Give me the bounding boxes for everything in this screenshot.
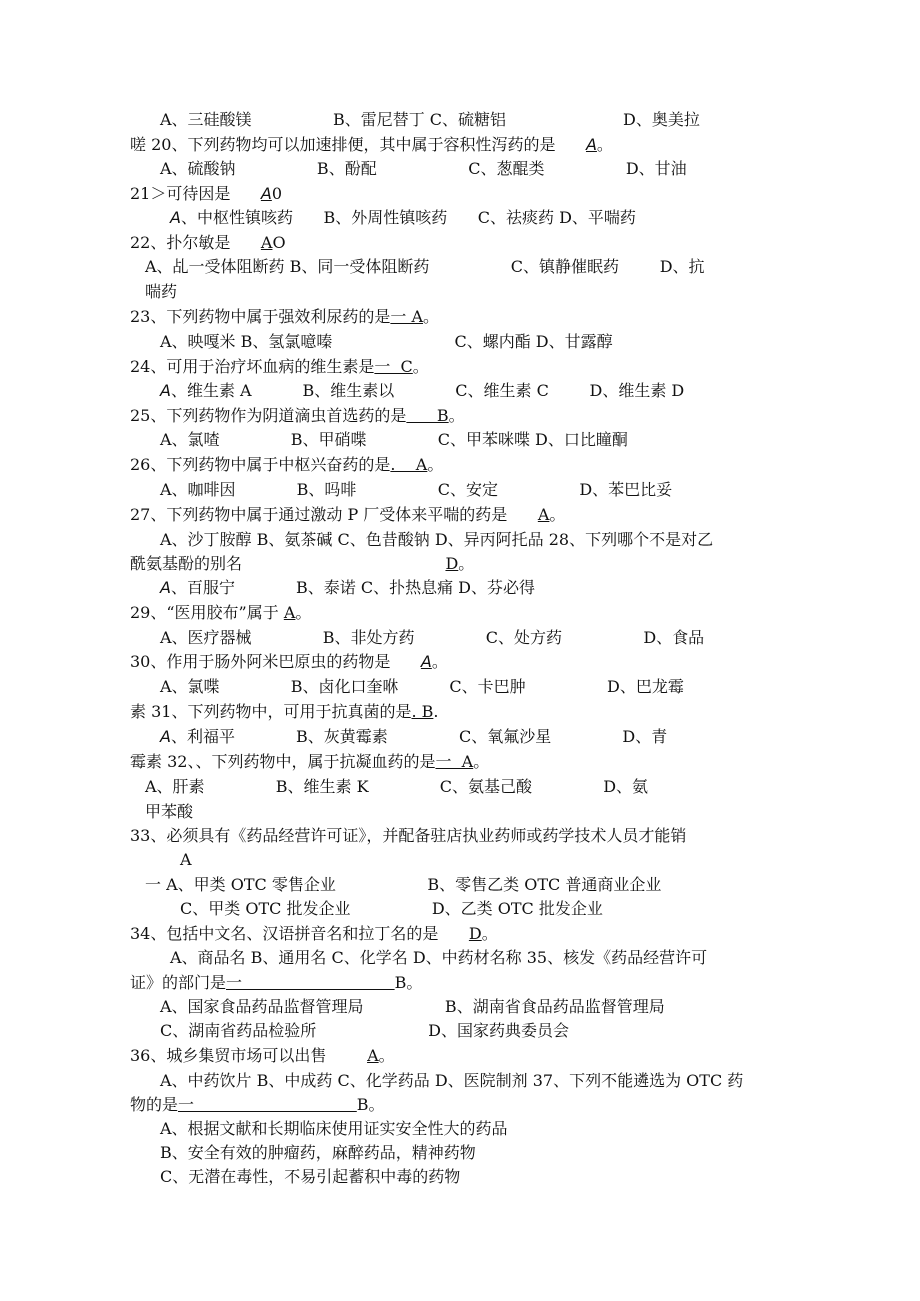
text-line bbox=[145, 282, 177, 302]
answer-text: . B bbox=[411, 702, 434, 721]
text-segment: A、中药饮片 B、中成药 C、化学药品 D、医院制剂 37、下列不能遴选为 OTC 药 bbox=[160, 1071, 744, 1090]
text-segment: A、根据文献和长期临床使用证实安全性大的药品 bbox=[160, 1119, 508, 1138]
text-line bbox=[160, 1021, 569, 1041]
text-line bbox=[160, 1143, 476, 1163]
text-line bbox=[145, 257, 705, 277]
answer-text: . A bbox=[390, 455, 428, 474]
text-segment: 27、下列药物中属于通过激动 P 厂受体来平喘的药是 bbox=[130, 505, 538, 524]
text-line bbox=[170, 208, 636, 228]
text-segment: 、百服宁 B、泰诺 C、扑热息痛 D、芬必得 bbox=[170, 578, 535, 597]
text-segment: 证》的部门是 bbox=[130, 973, 227, 992]
answer-text: A bbox=[260, 184, 272, 203]
text-segment: A、沙丁胺醇 B、氨茶碱 C、色昔酸钠 D、异丙阿托品 28、下列哪个不是对乙 bbox=[160, 530, 714, 549]
text-line bbox=[130, 554, 474, 574]
text-segment: 。 bbox=[549, 505, 566, 524]
text-segment: 素 31、下列药物中，可用于抗真菌的是 bbox=[130, 702, 412, 721]
text-segment: 29、“医用胶布”属于 bbox=[130, 603, 284, 622]
text-segment: 0 bbox=[271, 184, 283, 203]
text-segment: 。 bbox=[481, 924, 498, 943]
text-segment: 。 bbox=[431, 652, 448, 671]
text-line bbox=[130, 1046, 395, 1066]
text-line bbox=[130, 752, 489, 772]
text-segment: C、无潜在毒性，不易引起蓄积中毒的药物 bbox=[160, 1167, 461, 1186]
text-segment: A bbox=[160, 727, 171, 746]
text-segment: A、氯喳 B、甲硝喋 C、甲苯咪喋 D、口比瞳酮 bbox=[160, 430, 628, 449]
text-segment: A、商品名 B、通用名 C、化学名 D、中药材名称 35、核发《药品经营许可 bbox=[170, 948, 708, 967]
text-segment: 36、城乡集贸市场可以出售 bbox=[130, 1046, 368, 1065]
text-segment: 25、下列药物作为阴道滴虫首选药的是 bbox=[130, 406, 407, 425]
text-line bbox=[130, 357, 429, 377]
text-segment: 喘药 bbox=[145, 282, 178, 301]
text-segment: A、医疗器械 B、非处方药 C、处方药 D、食品 bbox=[160, 628, 705, 647]
text-line bbox=[160, 578, 535, 598]
text-line bbox=[130, 307, 439, 327]
answer-text: 一 A bbox=[435, 752, 474, 771]
text-line bbox=[160, 1167, 460, 1187]
text-segment: B、安全有效的肿瘤药，麻醉药品，精神药物 bbox=[160, 1143, 476, 1162]
text-line bbox=[160, 727, 667, 747]
text-segment: A、乩一受体阻断药 B、同一受体阻断药 C、镇静催眠药 D、抗 bbox=[145, 257, 705, 276]
text-segment: 。 bbox=[448, 406, 465, 425]
text-segment: 22、扑尔敏是 bbox=[130, 233, 261, 252]
text-line bbox=[180, 899, 603, 919]
text-segment: 。 bbox=[295, 603, 312, 622]
text-segment: 21＞可待因是 bbox=[130, 184, 261, 203]
text-segment: 。 bbox=[473, 752, 490, 771]
answer-text: A bbox=[537, 505, 550, 524]
answer-text: A bbox=[283, 603, 296, 622]
text-line bbox=[145, 802, 193, 822]
text-segment: A、咖啡因 B、吗啡 C、安定 D、苯巴比妥 bbox=[160, 480, 673, 499]
text-line bbox=[160, 381, 684, 401]
text-line bbox=[130, 135, 613, 155]
text-segment: 一 A、甲类 OTC 零售企业 B、零售乙类 OTC 普通商业企业 bbox=[145, 875, 662, 894]
text-segment: 、中枢性镇咳药 B、外周性镇咳药 C、祛痰药 D、平喘药 bbox=[180, 208, 636, 227]
text-segment: A、硫酸钠 B、酚配 C、葱醌类 D、甘油 bbox=[160, 159, 687, 178]
text-line bbox=[130, 233, 286, 253]
text-segment: 嗟 20、下列药物均可以加速排便，其中属于容积性泻药的是 bbox=[130, 135, 586, 154]
text-segment: 。 bbox=[427, 455, 444, 474]
text-line bbox=[160, 480, 672, 500]
answer-text: B bbox=[406, 406, 449, 425]
text-segment: B。 bbox=[356, 1095, 385, 1114]
text-line bbox=[130, 973, 422, 993]
text-line bbox=[130, 603, 311, 623]
answer-text: D bbox=[468, 924, 482, 943]
answer-text: 一 bbox=[226, 973, 395, 992]
text-segment: A、国家食品药品监督管理局 B、湖南省食品药品监督管理局 bbox=[160, 997, 665, 1016]
text-segment: A、三硅酸镁 bbox=[160, 110, 252, 129]
text-line bbox=[180, 850, 192, 870]
text-segment: C、甲类 OTC 批发企业 D、乙类 OTC 批发企业 bbox=[180, 899, 603, 918]
text-line bbox=[130, 702, 438, 722]
text-line bbox=[160, 1119, 508, 1139]
text-line bbox=[130, 505, 565, 525]
text-segment: 。 bbox=[378, 1046, 395, 1065]
text-segment: 。 bbox=[458, 554, 475, 573]
text-segment: A、氯喋 B、卤化口奎咻 C、卡巴肿 D、巴龙霉 bbox=[160, 677, 684, 696]
text-segment: O bbox=[272, 233, 286, 252]
text-segment: 33、必须具有《药品经营许可证》，并配备驻店执业药师或药学技术人员才能销 bbox=[130, 826, 687, 845]
text-line bbox=[160, 110, 700, 130]
text-segment: A、肝素 B、维生素 K C、氨基己酸 D、氨 bbox=[145, 777, 649, 796]
text-segment: 甲苯酸 bbox=[145, 802, 194, 821]
text-line bbox=[160, 159, 687, 179]
text-segment: 。 bbox=[412, 357, 429, 376]
text-segment: A bbox=[160, 381, 171, 400]
text-segment: 23、下列药物中属于强效利尿药的是 bbox=[130, 307, 391, 326]
text-segment: A、映嘎米 B、氢氯噫嗪 C、螺内酯 D、甘露醇 bbox=[160, 332, 613, 351]
text-segment: A bbox=[160, 578, 171, 597]
text-segment: 物的是 bbox=[130, 1095, 179, 1114]
text-line bbox=[160, 628, 704, 648]
text-line bbox=[130, 924, 498, 944]
answer-text: D bbox=[445, 554, 459, 573]
text-segment: D、奥美拉 bbox=[506, 110, 700, 129]
text-segment: B、雷尼替丁 C、硫糖铝 bbox=[251, 110, 507, 129]
text-line bbox=[160, 332, 613, 352]
text-line bbox=[130, 652, 448, 672]
text-segment: 24、可用于治疗坏血病的维生素是 bbox=[130, 357, 375, 376]
text-line bbox=[130, 406, 465, 426]
text-line bbox=[130, 455, 443, 475]
text-segment: 。 bbox=[596, 135, 613, 154]
text-line bbox=[160, 530, 713, 550]
text-line bbox=[160, 677, 684, 697]
text-segment: 酰氨基酚的别名 bbox=[130, 554, 446, 573]
text-segment: A bbox=[170, 208, 181, 227]
answer-text: 一 bbox=[178, 1095, 357, 1114]
text-line bbox=[160, 997, 665, 1017]
text-segment: 、利福平 B、灰黄霉素 C、氧氟沙星 D、青 bbox=[170, 727, 668, 746]
text-segment: 34、包括中文名、汉语拼音名和拉丁名的是 bbox=[130, 924, 469, 943]
text-line bbox=[170, 948, 707, 968]
text-segment: A bbox=[180, 850, 192, 869]
text-segment: 、维生素 A B、维生素以 C、维生素 C D、维生素 D bbox=[170, 381, 685, 400]
text-segment: B。 bbox=[394, 973, 423, 992]
answer-text: A bbox=[260, 233, 273, 252]
text-line bbox=[160, 1071, 743, 1091]
text-segment: 霉素 32、、下列药物中，属于抗凝血药的是 bbox=[130, 752, 436, 771]
text-line bbox=[145, 875, 661, 895]
text-segment: 。 bbox=[423, 307, 440, 326]
text-segment: 26、下列药物中属于中枢兴奋药的是 bbox=[130, 455, 391, 474]
text-line bbox=[130, 184, 282, 204]
answer-text: A bbox=[420, 652, 432, 671]
answer-text: 一 A bbox=[390, 307, 424, 326]
text-line bbox=[145, 777, 648, 797]
text-segment: C、湖南省药品检验所 D、国家药典委员会 bbox=[160, 1021, 569, 1040]
text-segment: 30、作用于肠外阿米巴原虫的药物是 bbox=[130, 652, 421, 671]
text-line bbox=[160, 430, 628, 450]
text-line bbox=[130, 826, 686, 846]
answer-text: 一 C bbox=[374, 357, 413, 376]
answer-text: A bbox=[585, 135, 597, 154]
text-segment: . bbox=[433, 702, 439, 721]
text-line bbox=[130, 1095, 385, 1115]
answer-text: A bbox=[367, 1046, 379, 1065]
